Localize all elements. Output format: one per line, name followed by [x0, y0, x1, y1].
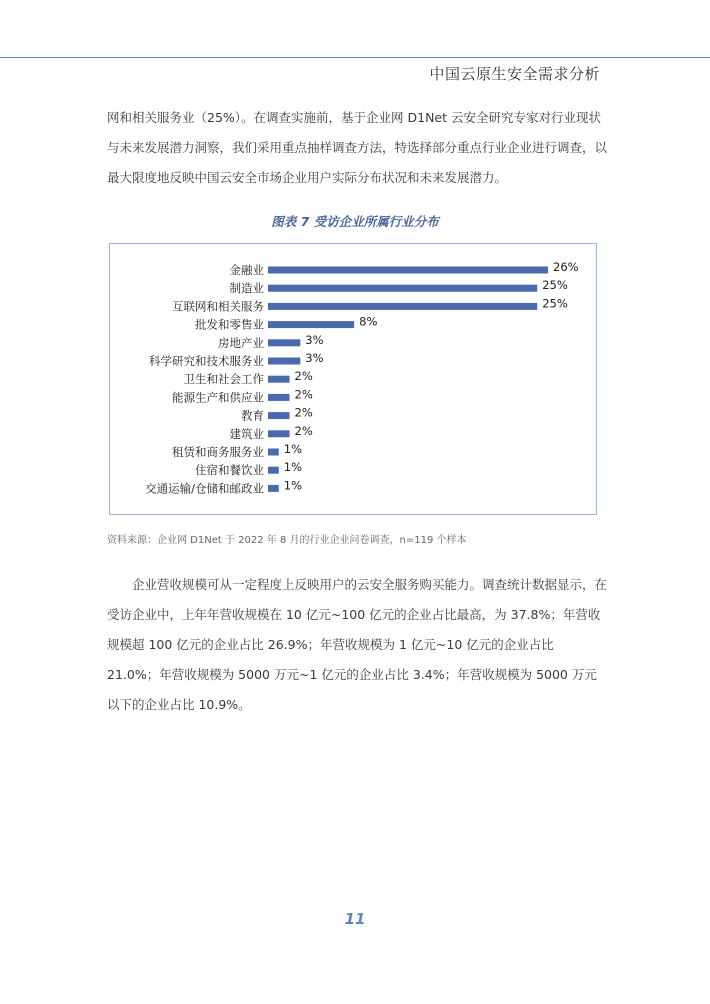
bar: [268, 430, 290, 437]
category-label: 住宿和餐饮业: [195, 463, 264, 478]
bar: [268, 394, 290, 401]
bar: [268, 285, 537, 292]
category-label: 交通运输/仓储和邮政业: [145, 481, 264, 496]
paragraph-revenue: 企业营收规模可从一定程度上反映用户的云安全服务购买能力。调查统计数据显示，在受访企业中，上年年营收规模在 10 亿元~100 亿元的企业占比最高，为 37.8%；年营收规模超 100 亿元的企业占比 26.9%；年营收规模为 1 亿元~10 亿元的企业占比 21.0%；年营收规模为 5000 万元~1 亿元的企业占比 3.4%；年营收规模为 5000 万元以下的企业占比 10.9%。: [107, 577, 608, 712]
value-label: 1%: [283, 478, 303, 493]
header-title: 中国云原生安全需求分析: [429, 65, 600, 83]
category-label: 金融业: [229, 263, 264, 277]
bar: [268, 321, 354, 328]
category-label: 房地产业: [218, 335, 264, 350]
value-label: 8%: [359, 314, 378, 329]
bar: [268, 267, 548, 274]
value-label: 2%: [294, 369, 313, 384]
bar: [268, 303, 537, 310]
bar: [268, 412, 290, 419]
value-label: 2%: [294, 387, 313, 402]
industry-bar-chart: [109, 243, 597, 515]
category-label: 租赁和商务服务业: [172, 445, 264, 459]
category-label: 科学研究和技术服务业: [149, 354, 264, 368]
category-label: 制造业: [229, 281, 264, 296]
category-label: 教育: [241, 408, 264, 423]
value-label: 25%: [542, 296, 568, 311]
bar: [268, 339, 300, 346]
source-note: 资料来源：企业网 D1Net 于 2022 年 8 月的行业企业问卷调查，n=119 个样本: [107, 535, 467, 546]
category-label: 互联网和相关服务: [172, 299, 264, 314]
category-label: 建筑业: [229, 426, 264, 441]
bar: [268, 358, 300, 365]
bar: [268, 376, 290, 383]
paragraph-intro: 网和相关服务业（25%）。在调查实施前，基于企业网 D1Net 云安全研究专家对行业现状与未来发展潜力洞察，我们采用重点抽样调查方法，特选择部分重点行业企业进行调查，以最大限度地反映中国云安全市场企业用户实际分布状况和未来发展潜力。: [107, 110, 608, 185]
bar: [268, 485, 279, 492]
value-label: 1%: [283, 442, 303, 456]
value-label: 3%: [305, 351, 324, 365]
chart-caption: 图表 7 受访企业所属行业分布: [271, 214, 439, 229]
category-label: 能源生产和供应业: [172, 390, 264, 405]
bar: [268, 449, 279, 456]
value-label: 25%: [542, 278, 568, 293]
value-label: 2%: [294, 405, 313, 420]
value-label: 26%: [553, 260, 579, 274]
value-label: 3%: [305, 332, 324, 347]
header-rule: [0, 57, 710, 58]
value-label: 2%: [294, 423, 313, 438]
category-label: 批发和零售业: [195, 317, 264, 332]
chart-svg: [110, 244, 598, 516]
page-number: 11: [344, 910, 366, 928]
bar: [268, 467, 279, 474]
value-label: 1%: [283, 460, 303, 475]
category-label: 卫生和社会工作: [183, 372, 264, 387]
